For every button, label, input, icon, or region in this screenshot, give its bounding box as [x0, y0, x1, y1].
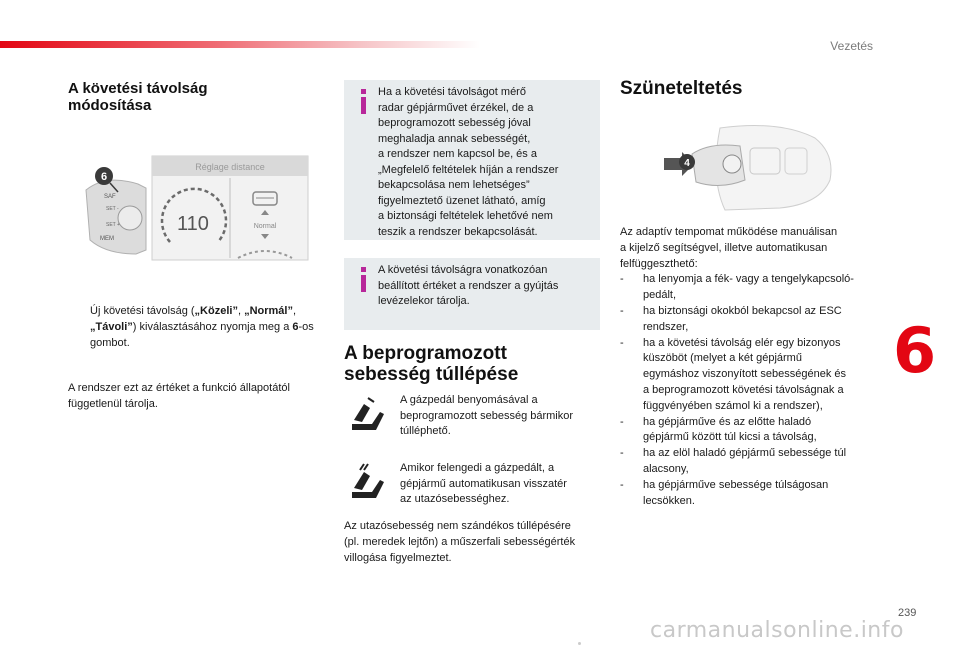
page-number: 239	[898, 607, 917, 619]
text-line: meghaladja annak sebességét,	[378, 132, 531, 145]
title-line: sebesség túllépése	[344, 364, 519, 385]
instruction-bullet	[68, 303, 318, 351]
text-line: felfüggeszthető:	[620, 257, 698, 270]
text-line: A követési távolságra vonatkozóan	[378, 264, 548, 276]
row-text	[400, 461, 600, 508]
dash-marker: -	[620, 415, 624, 428]
text-line: küszöböt (melyet a két gépjármű	[643, 352, 802, 365]
list-item	[620, 272, 882, 304]
text-line: a biztonsági feltételek lehetővé nem	[378, 210, 553, 222]
list-item	[620, 446, 882, 478]
text-line: ha gépjárműve sebessége túlságosan	[643, 478, 829, 491]
text-line: A gázpedál benyomásával a	[400, 394, 538, 406]
text-run: ,	[237, 305, 245, 317]
text-run: ,	[292, 305, 297, 317]
text-line: a beprogramozott követési távolságnak a	[643, 383, 844, 396]
stalk-label: SAF	[104, 194, 116, 200]
text-line: túlléphető.	[400, 425, 451, 437]
text-run: ) kiválasztásához nyomja meg a	[132, 321, 293, 333]
info-text	[378, 263, 592, 310]
row-text	[400, 393, 600, 440]
list-item	[620, 336, 882, 415]
chapter-number: 6	[893, 314, 937, 387]
dash-marker: -	[620, 478, 624, 491]
gauge-value: 110	[177, 213, 209, 235]
text-line: gépjármű között túl kicsi a távolság,	[643, 431, 817, 444]
stalk-label: SET +	[106, 222, 120, 228]
text-line: függvényében számol ki a rendszer),	[643, 399, 823, 412]
text-line: ha lenyomja a fék- vagy a tengelykapcsoló-	[643, 273, 854, 286]
title-line: módosítása	[68, 97, 152, 114]
section-header: Vezetés	[830, 39, 873, 53]
text-line: egymáshoz viszonyított sebességének és	[643, 368, 847, 381]
text-line: Az adaptív tempomat működése manuálisan	[620, 226, 838, 238]
accelerator-press-icon	[346, 394, 386, 434]
text-line: Az utazósebesség nem szándékos túllépésére	[344, 520, 571, 532]
header-accent-bar	[0, 41, 480, 48]
text-line: radar gépjárművet érzékel, de a	[378, 101, 534, 114]
list-item	[620, 304, 882, 336]
accelerator-release-icon	[346, 462, 386, 502]
text-line: gépjármű automatikusan visszatér	[400, 477, 567, 490]
pause-stalk-illustration	[630, 118, 845, 213]
text-line: teszik a rendszer bekapcsolását.	[378, 225, 538, 238]
section-title-distance	[68, 80, 268, 114]
text-line: ha biztonsági okokból bekapcsol az ESC	[643, 304, 842, 317]
text-line: lecsökken.	[643, 494, 695, 507]
text-run: -os gombot.	[90, 321, 314, 349]
option-normal: „Normál”	[244, 305, 293, 317]
text-line: villogása figyelmeztet.	[344, 552, 452, 564]
text-run: Új követési távolság (	[90, 305, 195, 317]
stalk-label: MEM	[100, 236, 114, 242]
text-line: pedált,	[643, 289, 677, 302]
text-line: alacsony,	[643, 462, 689, 475]
button-number: 6	[292, 321, 299, 333]
text-line: ha az elöl haladó gépjármű sebessége túl	[643, 447, 847, 460]
text-line: Ha a követési távolságot mérő	[378, 86, 526, 98]
text-line: figyelmeztető üzenet látható, amíg	[378, 194, 546, 207]
text-line: Amikor felengedi a gázpedált, a	[400, 462, 555, 474]
dash-marker: -	[620, 336, 624, 349]
dash-marker: -	[620, 273, 624, 286]
list-item	[620, 478, 882, 510]
text-line: rendszer,	[643, 320, 689, 333]
text-line: a rendszer nem kapcsol be, és a	[378, 148, 537, 160]
info-icon	[356, 88, 372, 116]
text-line: bekapcsolása nem lehetséges”	[378, 179, 530, 191]
title-line: A követési távolság	[68, 80, 208, 97]
text-line: a kijelző segítségvel, illetve automatikusan	[620, 241, 828, 254]
dash-marker: -	[620, 447, 624, 460]
stalk-label: SET -	[106, 206, 119, 212]
option-far: „Távoli”	[90, 321, 133, 333]
callout-number: 6	[100, 171, 108, 183]
callout-number: 4	[684, 158, 690, 169]
dot-mark	[578, 642, 581, 645]
text-line: ha gépjárműve és az előtte haladó	[643, 415, 812, 428]
text-line: ha a követési távolság elér egy bizonyos	[643, 336, 841, 349]
title-line: A beprogramozott	[344, 343, 507, 364]
section-title-overspeed	[344, 343, 604, 385]
info-box	[344, 80, 600, 240]
condition-list	[620, 272, 882, 509]
screen-title: Réglage distance	[195, 162, 265, 172]
text-line: az utazósebességhez.	[400, 493, 510, 505]
distance-adjust-illustration	[78, 154, 310, 262]
list-item	[620, 415, 882, 447]
mode-label: Normal	[253, 223, 277, 230]
watermark: carmanualsonline.info	[650, 618, 904, 643]
text-line: (pl. meredek lejtőn) a műszerfali sebességérték	[344, 536, 576, 548]
paragraph	[620, 225, 882, 509]
text-line: beprogramozott sebesség jóval	[378, 117, 531, 129]
paragraph: A rendszer ezt az értéket a funkció állapotától függetlenül tárolja.	[68, 382, 290, 410]
section-title-pause: Szüneteltetés	[620, 78, 743, 99]
text-line: beállított értéket a rendszer a gyújtás	[378, 279, 559, 292]
dash-marker: -	[620, 304, 624, 317]
text-line: levézelekor tárolja.	[378, 295, 470, 307]
info-text	[378, 85, 592, 240]
paragraph	[344, 518, 604, 566]
info-icon	[356, 266, 372, 294]
option-close: „Közeli”	[194, 305, 238, 317]
text-line: beprogramozott sebesség bármikor	[400, 409, 574, 422]
info-box	[344, 258, 600, 330]
text-line: „Megfelelő feltételek híján a rendszer	[378, 163, 559, 176]
